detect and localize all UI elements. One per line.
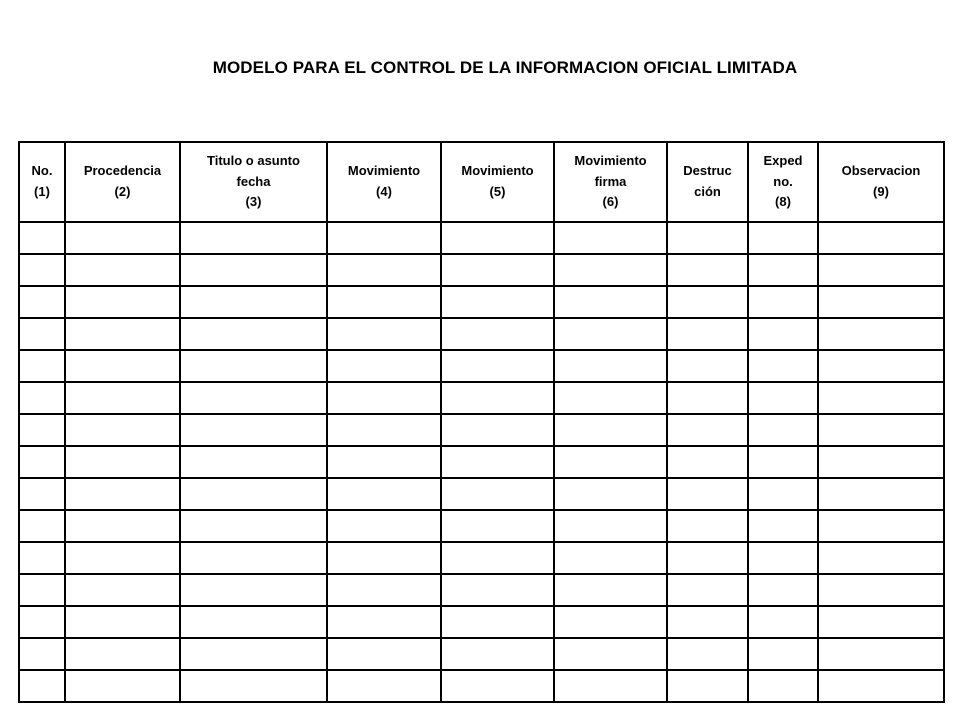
table-body: [19, 222, 944, 702]
table-cell-titulo[interactable]: [180, 414, 327, 446]
table-cell-procedencia[interactable]: [65, 286, 180, 318]
table-cell-movimiento-5[interactable]: [441, 254, 554, 286]
table-cell-movimiento-5[interactable]: [441, 414, 554, 446]
table-cell-destruccion[interactable]: [667, 286, 748, 318]
table-cell-movimiento-4[interactable]: [327, 446, 441, 478]
column-header-line: (4): [376, 184, 392, 199]
table-cell-destruccion[interactable]: [667, 606, 748, 638]
table-cell-exped[interactable]: [748, 670, 818, 702]
table-row: [19, 638, 944, 670]
table-cell-movimiento-firma[interactable]: [554, 606, 667, 638]
table-cell-movimiento-4[interactable]: [327, 478, 441, 510]
column-header-line: No.: [31, 163, 53, 179]
column-header-line: Exped: [763, 152, 803, 168]
table-cell-observacion[interactable]: [818, 446, 944, 478]
table-cell-observacion[interactable]: [818, 286, 944, 318]
table-cell-procedencia[interactable]: [65, 542, 180, 574]
table-row: [19, 318, 944, 350]
table-cell-titulo[interactable]: [180, 574, 327, 606]
table-cell-movimiento-4[interactable]: [327, 414, 441, 446]
table-cell-movimiento-firma[interactable]: [554, 382, 667, 414]
table-cell-no[interactable]: [19, 446, 65, 478]
column-header-line: Movimiento: [574, 152, 647, 168]
table-cell-movimiento-firma[interactable]: [554, 638, 667, 670]
table-cell-movimiento-4[interactable]: [327, 606, 441, 638]
table-cell-destruccion[interactable]: [667, 446, 748, 478]
table-cell-exped[interactable]: [748, 414, 818, 446]
table-row: [19, 286, 944, 318]
table-cell-movimiento-5[interactable]: [441, 574, 554, 606]
column-header-line: (5): [489, 184, 506, 199]
table-cell-titulo[interactable]: [180, 222, 327, 254]
table-cell-titulo[interactable]: [180, 478, 327, 510]
table-row: [19, 542, 944, 574]
table-row: [19, 510, 944, 542]
table-cell-procedencia[interactable]: [65, 318, 180, 350]
table-cell-titulo[interactable]: [180, 286, 327, 318]
header-row: [19, 142, 944, 222]
table-cell-no[interactable]: [19, 350, 65, 382]
table-cell-procedencia[interactable]: [65, 254, 180, 286]
table-cell-procedencia[interactable]: [65, 638, 180, 670]
column-header-line: firma: [594, 173, 627, 189]
table-cell-procedencia[interactable]: [65, 350, 180, 382]
table-cell-no[interactable]: [19, 318, 65, 350]
table-cell-procedencia[interactable]: [65, 382, 180, 414]
table-cell-movimiento-4[interactable]: [327, 318, 441, 350]
column-header-line: (6): [602, 194, 619, 210]
column-header-line: (8): [775, 194, 791, 210]
table-cell-exped[interactable]: [748, 446, 818, 478]
table-cell-titulo[interactable]: [180, 606, 327, 638]
table-cell-titulo[interactable]: [180, 254, 327, 286]
table-cell-exped[interactable]: [748, 318, 818, 350]
table-cell-observacion[interactable]: [818, 670, 944, 702]
table-cell-observacion[interactable]: [818, 382, 944, 414]
column-header-movimiento-4: [327, 142, 441, 222]
table-cell-procedencia[interactable]: [65, 510, 180, 542]
table-cell-titulo[interactable]: [180, 510, 327, 542]
table-cell-observacion[interactable]: [818, 574, 944, 606]
table-cell-movimiento-5[interactable]: [441, 670, 554, 702]
table-cell-observacion[interactable]: [818, 254, 944, 286]
table-cell-movimiento-4[interactable]: [327, 542, 441, 574]
table-cell-movimiento-5[interactable]: [441, 446, 554, 478]
table-row: [19, 382, 944, 414]
table-cell-no[interactable]: [19, 254, 65, 286]
table-cell-movimiento-firma[interactable]: [554, 222, 667, 254]
table-cell-movimiento-5[interactable]: [441, 542, 554, 574]
table-cell-exped[interactable]: [748, 574, 818, 606]
table-cell-movimiento-firma[interactable]: [554, 478, 667, 510]
table-cell-exped[interactable]: [748, 350, 818, 382]
table-cell-destruccion[interactable]: [667, 382, 748, 414]
table-cell-procedencia[interactable]: [65, 222, 180, 254]
table-cell-observacion[interactable]: [818, 414, 944, 446]
column-header-line: Movimiento: [347, 163, 421, 179]
table-cell-destruccion[interactable]: [667, 254, 748, 286]
column-header-exped: [748, 142, 818, 222]
table-cell-procedencia[interactable]: [65, 574, 180, 606]
table-cell-observacion[interactable]: [818, 318, 944, 350]
table-cell-no[interactable]: [19, 542, 65, 574]
table-cell-exped[interactable]: [748, 222, 818, 254]
table-cell-destruccion[interactable]: [667, 670, 748, 702]
table-row: [19, 350, 944, 382]
table-cell-destruccion[interactable]: [667, 638, 748, 670]
table-cell-procedencia[interactable]: [65, 670, 180, 702]
column-header-line: Movimiento: [461, 163, 534, 179]
table-cell-movimiento-4[interactable]: [327, 638, 441, 670]
table-cell-destruccion[interactable]: [667, 574, 748, 606]
table-cell-titulo[interactable]: [180, 542, 327, 574]
table-cell-movimiento-firma[interactable]: [554, 254, 667, 286]
table-cell-observacion[interactable]: [818, 542, 944, 574]
table-cell-movimiento-firma[interactable]: [554, 446, 667, 478]
column-header-procedencia: [65, 142, 180, 222]
table-cell-movimiento-4[interactable]: [327, 350, 441, 382]
column-header-observacion: [818, 142, 944, 222]
table-cell-movimiento-5[interactable]: [441, 606, 554, 638]
table-cell-procedencia[interactable]: [65, 606, 180, 638]
table-row: [19, 670, 944, 702]
table-cell-movimiento-4[interactable]: [327, 286, 441, 318]
table-cell-movimiento-firma[interactable]: [554, 574, 667, 606]
table-row: [19, 222, 944, 254]
table-cell-movimiento-5[interactable]: [441, 638, 554, 670]
column-header-destruccion: [667, 142, 748, 222]
table-cell-movimiento-4[interactable]: [327, 670, 441, 702]
table-cell-titulo[interactable]: [180, 350, 327, 382]
table-cell-exped[interactable]: [748, 510, 818, 542]
table-cell-observacion[interactable]: [818, 606, 944, 638]
table-cell-movimiento-firma[interactable]: [554, 414, 667, 446]
column-header-line: fecha: [236, 173, 271, 189]
table-cell-titulo[interactable]: [180, 446, 327, 478]
table-cell-exped[interactable]: [748, 542, 818, 574]
column-header-titulo: [180, 142, 327, 222]
table-cell-titulo[interactable]: [180, 670, 327, 702]
document-title: MODELO PARA EL CONTROL DE LA INFORMACION OFICIAL LIMITADA: [212, 58, 798, 77]
table-row: [19, 574, 944, 606]
column-header-line: (1): [34, 184, 50, 199]
table-cell-movimiento-5[interactable]: [441, 222, 554, 254]
column-header-movimiento-5: [441, 142, 554, 222]
table-cell-movimiento-4[interactable]: [327, 510, 441, 542]
table-cell-movimiento-firma[interactable]: [554, 350, 667, 382]
table-cell-movimiento-firma[interactable]: [554, 318, 667, 350]
table-cell-movimiento-firma[interactable]: [554, 670, 667, 702]
table-cell-movimiento-5[interactable]: [441, 478, 554, 510]
table-cell-exped[interactable]: [748, 254, 818, 286]
table-cell-destruccion[interactable]: [667, 414, 748, 446]
table-cell-observacion[interactable]: [818, 478, 944, 510]
column-header-line: Observacion: [841, 163, 921, 179]
table-cell-exped[interactable]: [748, 638, 818, 670]
table-cell-exped[interactable]: [748, 478, 818, 510]
table-cell-procedencia[interactable]: [65, 478, 180, 510]
table-cell-destruccion[interactable]: [667, 222, 748, 254]
table-cell-procedencia[interactable]: [65, 446, 180, 478]
table-cell-titulo[interactable]: [180, 638, 327, 670]
column-header-line: no.: [773, 173, 793, 189]
table-cell-no[interactable]: [19, 510, 65, 542]
table-cell-no[interactable]: [19, 478, 65, 510]
table-cell-movimiento-5[interactable]: [441, 510, 554, 542]
table-cell-titulo[interactable]: [180, 382, 327, 414]
column-header-line: Procedencia: [83, 163, 162, 179]
table-row: [19, 478, 944, 510]
column-header-line: (2): [114, 184, 131, 199]
table-cell-destruccion[interactable]: [667, 478, 748, 510]
table-cell-destruccion[interactable]: [667, 510, 748, 542]
table-cell-movimiento-5[interactable]: [441, 286, 554, 318]
column-header-no: [19, 142, 65, 222]
table-cell-movimiento-4[interactable]: [327, 222, 441, 254]
table-cell-movimiento-5[interactable]: [441, 382, 554, 414]
control-table: [18, 141, 945, 703]
table-cell-observacion[interactable]: [818, 638, 944, 670]
table-cell-movimiento-5[interactable]: [441, 318, 554, 350]
table-cell-destruccion[interactable]: [667, 542, 748, 574]
table-cell-movimiento-4[interactable]: [327, 574, 441, 606]
table-cell-no[interactable]: [19, 670, 65, 702]
table-cell-movimiento-5[interactable]: [441, 350, 554, 382]
table-cell-no[interactable]: [19, 414, 65, 446]
table-row: [19, 254, 944, 286]
table-cell-no[interactable]: [19, 606, 65, 638]
table-cell-no[interactable]: [19, 638, 65, 670]
column-header-movimiento-firma: [554, 142, 667, 222]
table-cell-no[interactable]: [19, 286, 65, 318]
table-cell-no[interactable]: [19, 574, 65, 606]
table-row: [19, 446, 944, 478]
table-cell-no[interactable]: [19, 222, 65, 254]
table-cell-exped[interactable]: [748, 606, 818, 638]
column-header-line: ción: [694, 184, 721, 199]
column-header-line: Destruc: [683, 163, 732, 179]
column-header-line: (3): [245, 194, 262, 210]
column-header-line: Titulo o asunto: [207, 152, 300, 168]
table-cell-observacion[interactable]: [818, 510, 944, 542]
table-cell-movimiento-4[interactable]: [327, 254, 441, 286]
column-header-line: (9): [873, 184, 889, 199]
table-cell-destruccion[interactable]: [667, 350, 748, 382]
table-cell-procedencia[interactable]: [65, 414, 180, 446]
table-cell-movimiento-firma[interactable]: [554, 542, 667, 574]
table-cell-no[interactable]: [19, 382, 65, 414]
table-cell-exped[interactable]: [748, 382, 818, 414]
table-cell-destruccion[interactable]: [667, 318, 748, 350]
table-row: [19, 606, 944, 638]
table-cell-movimiento-4[interactable]: [327, 382, 441, 414]
table-row: [19, 414, 944, 446]
table-cell-movimiento-firma[interactable]: [554, 286, 667, 318]
table-cell-observacion[interactable]: [818, 222, 944, 254]
table-cell-titulo[interactable]: [180, 318, 327, 350]
table-cell-observacion[interactable]: [818, 350, 944, 382]
table-cell-exped[interactable]: [748, 286, 818, 318]
table-cell-movimiento-firma[interactable]: [554, 510, 667, 542]
